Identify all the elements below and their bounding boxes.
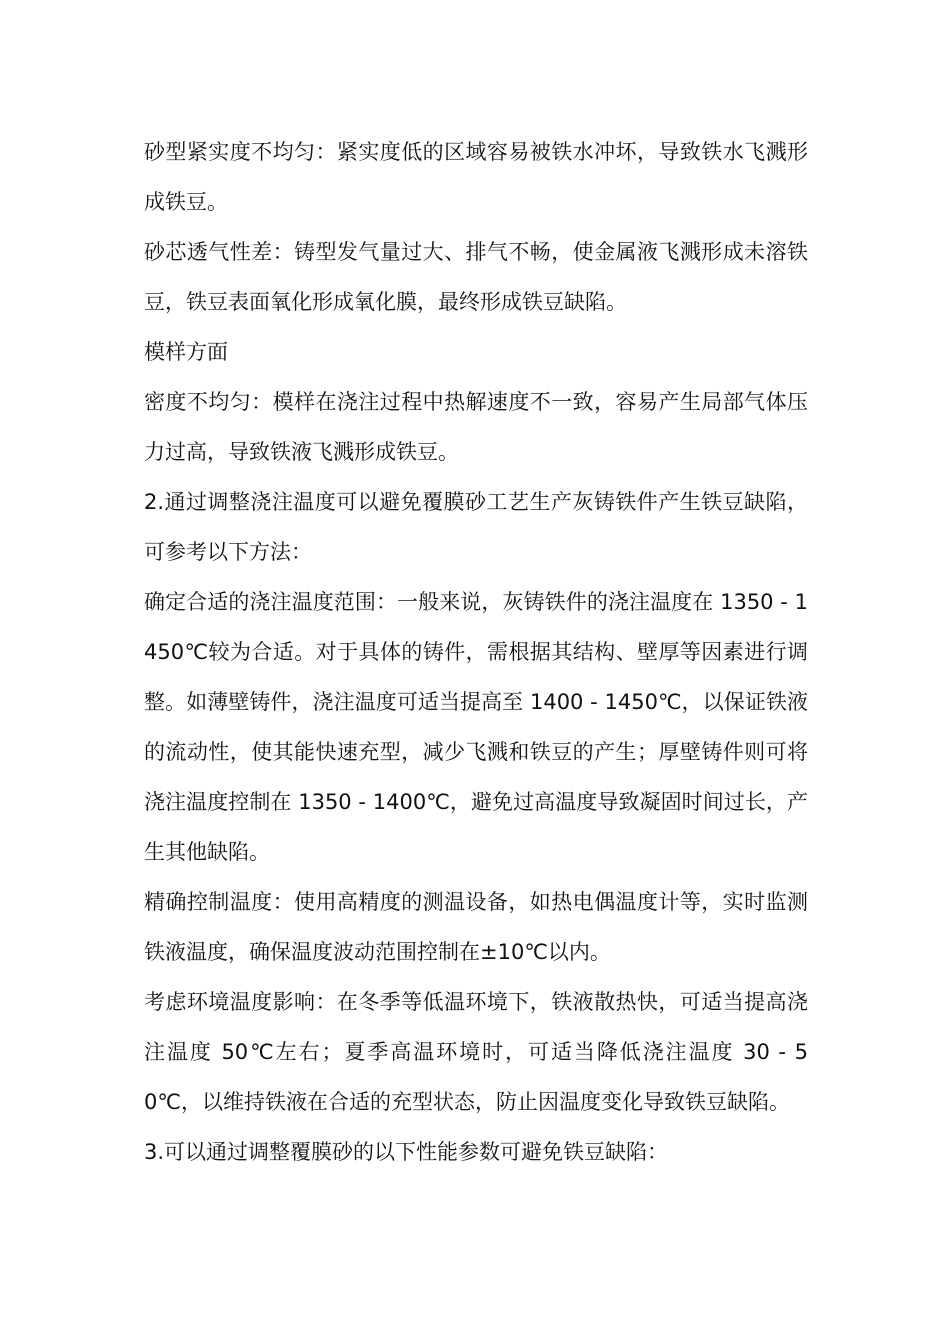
heading-coated-sand-parameters: 3.可以通过调整覆膜砂的以下性能参数可避免铁豆缺陷： <box>144 1140 669 1164</box>
section-heading-pattern: 模样方面 <box>144 340 228 364</box>
paragraph-temperature-range: 确定合适的浇注温度范围：一般来说，灰铸铁件的浇注温度在 1350 - 1450℃较为合适。对于具体的铸件，需根据其结构、壁厚等因素进行调整。如薄壁铸件，浇注温度可适当提高至 1400 - 1450℃，以保证铁液的流动性，使其能快速充型，减少飞溅和铁豆的产生；厚壁铸件则可将浇注温度控制在 1350 - 1400℃，避免过高温度导致凝固时间过长，产生其他缺陷。 <box>144 590 808 864</box>
paragraph-core-permeability: 砂芯透气性差：铸型发气量过大、排气不畅，使金属液飞溅形成未溶铁豆，铁豆表面氧化形成氧化膜，最终形成铁豆缺陷。 <box>144 240 808 314</box>
paragraph-pattern-density: 密度不均匀：模样在浇注过程中热解速度不一致，容易产生局部气体压力过高，导致铁液飞溅形成铁豆。 <box>144 390 808 464</box>
heading-pouring-temperature: 2.通过调整浇注温度可以避免覆膜砂工艺生产灰铸铁件产生铁豆缺陷，可参考以下方法： <box>144 490 808 564</box>
paragraph-ambient-temperature: 考虑环境温度影响：在冬季等低温环境下，铁液散热快，可适当提高浇注温度 50℃左右；夏季高温环境时，可适当降低浇注温度 30 - 50℃，以维持铁液在合适的充型状态，防止因温度变化导致铁豆缺陷。 <box>144 990 808 1114</box>
paragraph-precise-control: 精确控制温度：使用高精度的测温设备，如热电偶温度计等，实时监测铁液温度，确保温度波动范围控制在±10℃以内。 <box>144 890 808 964</box>
document-body <box>144 127 808 1177</box>
paragraph-sand-compaction: 砂型紧实度不均匀：紧实度低的区域容易被铁水冲坏，导致铁水飞溅形成铁豆。 <box>144 140 808 214</box>
